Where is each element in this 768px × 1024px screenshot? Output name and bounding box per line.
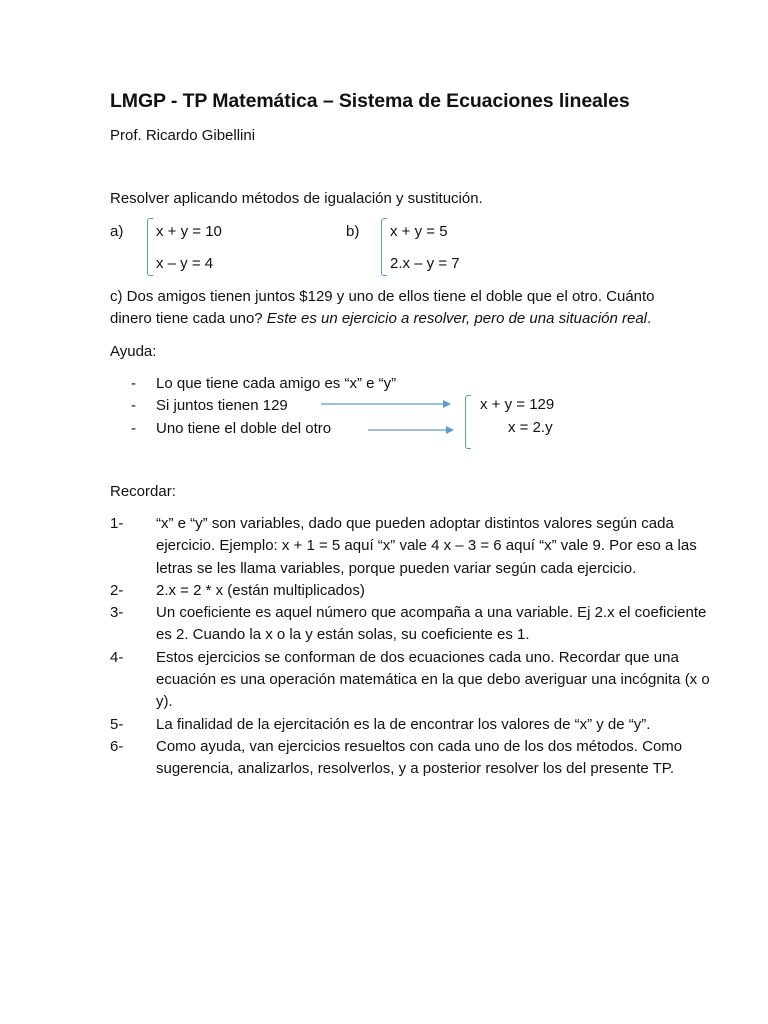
- list-item: [110, 602, 714, 647]
- list-item-text: Si juntos tienen 129: [156, 397, 288, 415]
- system-a-label: a): [110, 223, 124, 240]
- list-item-text: Uno tiene el doble del otro: [156, 419, 332, 437]
- list-item-text: Estos ejercicios se conforman de dos ecuaciones cada uno. Recordar que una ecuación es una operación matemática en la que debo averiguar una incógnita (x o y).: [156, 648, 710, 711]
- instruction: Resolver aplicando métodos de igualación y sustitución.: [110, 190, 483, 207]
- help-system-brace: [465, 395, 471, 449]
- system-b-eq2: 2.x – y = 7: [390, 255, 460, 272]
- list-item-text: “x” e “y” son variables, dado que pueden adoptar distintos valores según cada ejercicio. Ejemplo: x + 1 = 5 aquí “x” vale 4 x – 3 = 6 aquí “x” vale 9. Por eso a las letras se les llama variables, porque pueden variar según cada ejercicio.: [156, 515, 697, 577]
- list-number: 1-: [110, 515, 124, 532]
- problem-c-question: dinero tiene cada uno?: [110, 310, 267, 327]
- author: Prof. Ricardo Gibellini: [110, 127, 256, 144]
- system-b-label: b): [346, 223, 360, 240]
- list-item-text: Lo que tiene cada amigo es “x” e “y”: [156, 375, 397, 392]
- help-eq2: x = 2.y: [508, 419, 553, 436]
- list-bullet: -: [131, 375, 136, 392]
- list-item: [110, 647, 714, 714]
- list-bullet: -: [131, 419, 136, 437]
- list-item: [110, 580, 714, 602]
- system-a-eq2: x – y = 4: [156, 255, 214, 272]
- list-number: 3-: [110, 604, 124, 622]
- remember-list: [110, 513, 714, 781]
- list-number: 2-: [110, 581, 124, 599]
- system-b-eq1: x + y = 5: [390, 223, 448, 240]
- list-item-text: 2.x = 2 * x (están multiplicados): [156, 581, 365, 599]
- system-a-eq1: x + y = 10: [156, 223, 222, 240]
- problem-c-line1: c) Dos amigos tienen juntos $129 y uno de ellos tiene el doble que el otro. Cuánto: [110, 288, 655, 305]
- list-item-text: Un coeficiente es aquel número que acompaña a una variable. Ej 2.x el coeficiente es 2. Cuando la x o la y están solas, su coeficiente es 1.: [156, 604, 707, 644]
- list-number: 5-: [110, 715, 124, 733]
- help-heading: Ayuda:: [110, 343, 157, 360]
- list-item: [110, 714, 714, 736]
- list-item: [110, 513, 714, 580]
- list-number: 4-: [110, 648, 124, 666]
- list-number: 6-: [110, 737, 124, 755]
- list-item-text: La finalidad de la ejercitación es la de encontrar los valores de “x” y de “y”.: [156, 715, 651, 733]
- remember-heading: Recordar:: [110, 483, 176, 500]
- list-bullet: -: [131, 397, 136, 415]
- list-item: [110, 736, 714, 781]
- help-eq1: x + y = 129: [480, 396, 555, 413]
- page-title: LMGP - TP Matemática – Sistema de Ecuaciones lineales: [110, 90, 630, 112]
- problem-c-period: .: [647, 310, 652, 327]
- list-item-text: Como ayuda, van ejercicios resueltos con cada uno de los dos métodos. Como sugerencia, analizarlos, resolverlos, y a posterior resolver los del presente TP.: [156, 737, 683, 778]
- problem-c-note: Este es un ejercicio a resolver, pero de una situación real: [266, 310, 648, 327]
